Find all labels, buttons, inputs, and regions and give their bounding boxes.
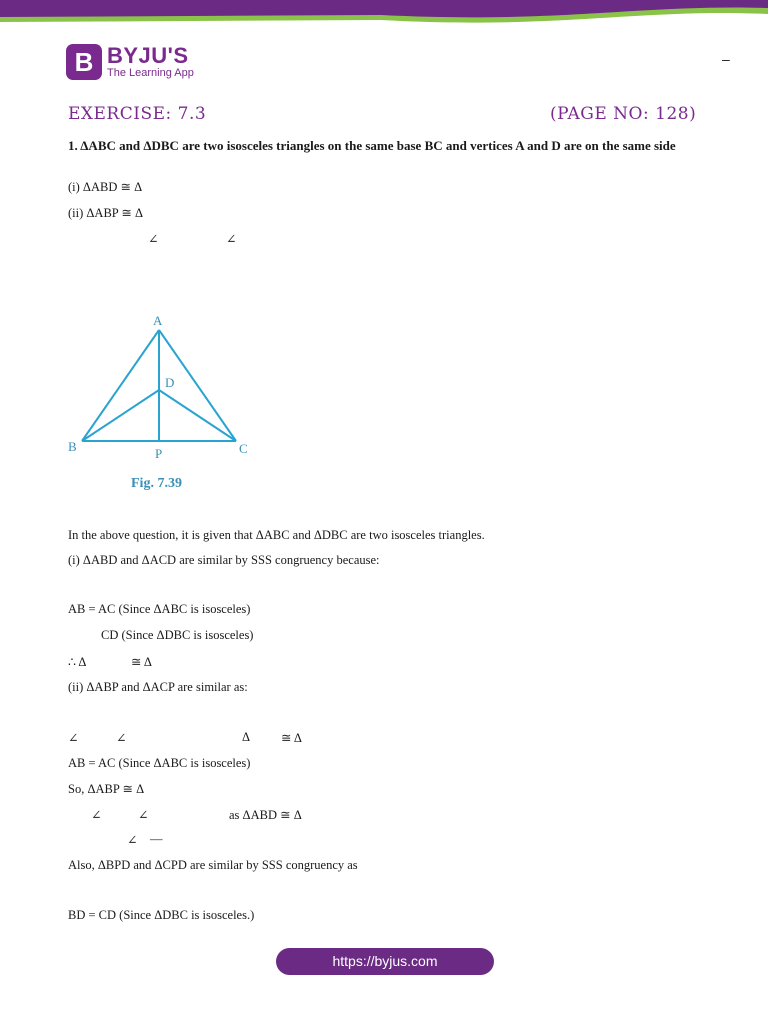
question-part-i: (i) ΔABD ≅ Δ <box>68 180 143 194</box>
answer-line-6: (ii) ΔABP and ΔACP are similar as: <box>68 680 248 694</box>
footer-url-button[interactable]: https://byjus.com <box>276 948 494 975</box>
answer-line-9: So, ΔABP ≅ Δ <box>68 782 145 796</box>
vertex-label-a: A <box>153 313 163 328</box>
triangle-diagram <box>68 308 268 498</box>
answer-line-10b: ∠ <box>138 808 149 822</box>
answer-line-7d: ≅ Δ <box>281 731 302 745</box>
exercise-title: EXERCISE: 7.3 <box>68 104 207 124</box>
question-text: 1. ΔABC and ΔDBC are two isosceles triangles on the same base BC and vertices A and D are on the same side <box>68 138 676 153</box>
figure-caption: Fig. 7.39 <box>131 476 182 491</box>
edge-dc <box>159 390 236 441</box>
answer-line-3: AB = AC (Since ΔABC is isosceles) <box>68 602 251 616</box>
answer-line-1: In the above question, it is given that ΔABC and ΔDBC are two isosceles triangles. <box>68 528 485 542</box>
answer-line-10a: ∠ <box>91 808 102 822</box>
top-banner <box>0 0 768 26</box>
answer-line-2: (i) ΔABD and ΔACD are similar by SSS congruency because: <box>68 553 380 567</box>
answer-line-7c: Δ <box>242 730 251 744</box>
logo-mark-letter: B <box>74 47 94 77</box>
point-label-p: P <box>155 446 163 461</box>
answer-line-7a: ∠ <box>68 731 79 745</box>
vertex-label-c: C <box>239 441 248 456</box>
byjus-logo <box>66 44 194 80</box>
answer-line-13: BD = CD (Since ΔDBC is isosceles.) <box>68 908 255 922</box>
logo-mark <box>66 44 102 80</box>
edge-db <box>82 390 159 441</box>
top-banner-graphic <box>0 0 768 26</box>
header-dash: – <box>722 51 730 67</box>
brand-tagline: The Learning App <box>107 66 194 79</box>
triangle-figure <box>68 308 268 503</box>
answer-line-4: CD (Since ΔDBC is isosceles) <box>101 628 254 642</box>
answer-line-5b: ≅ Δ <box>131 655 152 669</box>
answer-line-5a: ∴ Δ <box>68 655 87 669</box>
answer-line-11a: ∠ <box>127 833 138 847</box>
answer-line-11b: — <box>150 832 163 846</box>
answer-line-10c: as ΔABD ≅ Δ <box>229 808 302 822</box>
answer-line-7b: ∠ <box>116 731 127 745</box>
edge-ab <box>82 330 159 441</box>
answer-line-8: AB = AC (Since ΔABC is isosceles) <box>68 756 251 770</box>
brand-name: BYJU'S <box>107 42 189 68</box>
answer-line-12: Also, ΔBPD and ΔCPD are similar by SSS congruency as <box>68 858 358 872</box>
question-angle-1: ∠ <box>148 232 159 246</box>
page-number: (PAGE NO: 128) <box>550 104 697 124</box>
vertex-label-d: D <box>165 375 175 390</box>
vertex-label-b: B <box>68 439 77 454</box>
question-angle-2: ∠ <box>226 232 237 246</box>
question-part-ii: (ii) ΔABP ≅ Δ <box>68 206 144 220</box>
